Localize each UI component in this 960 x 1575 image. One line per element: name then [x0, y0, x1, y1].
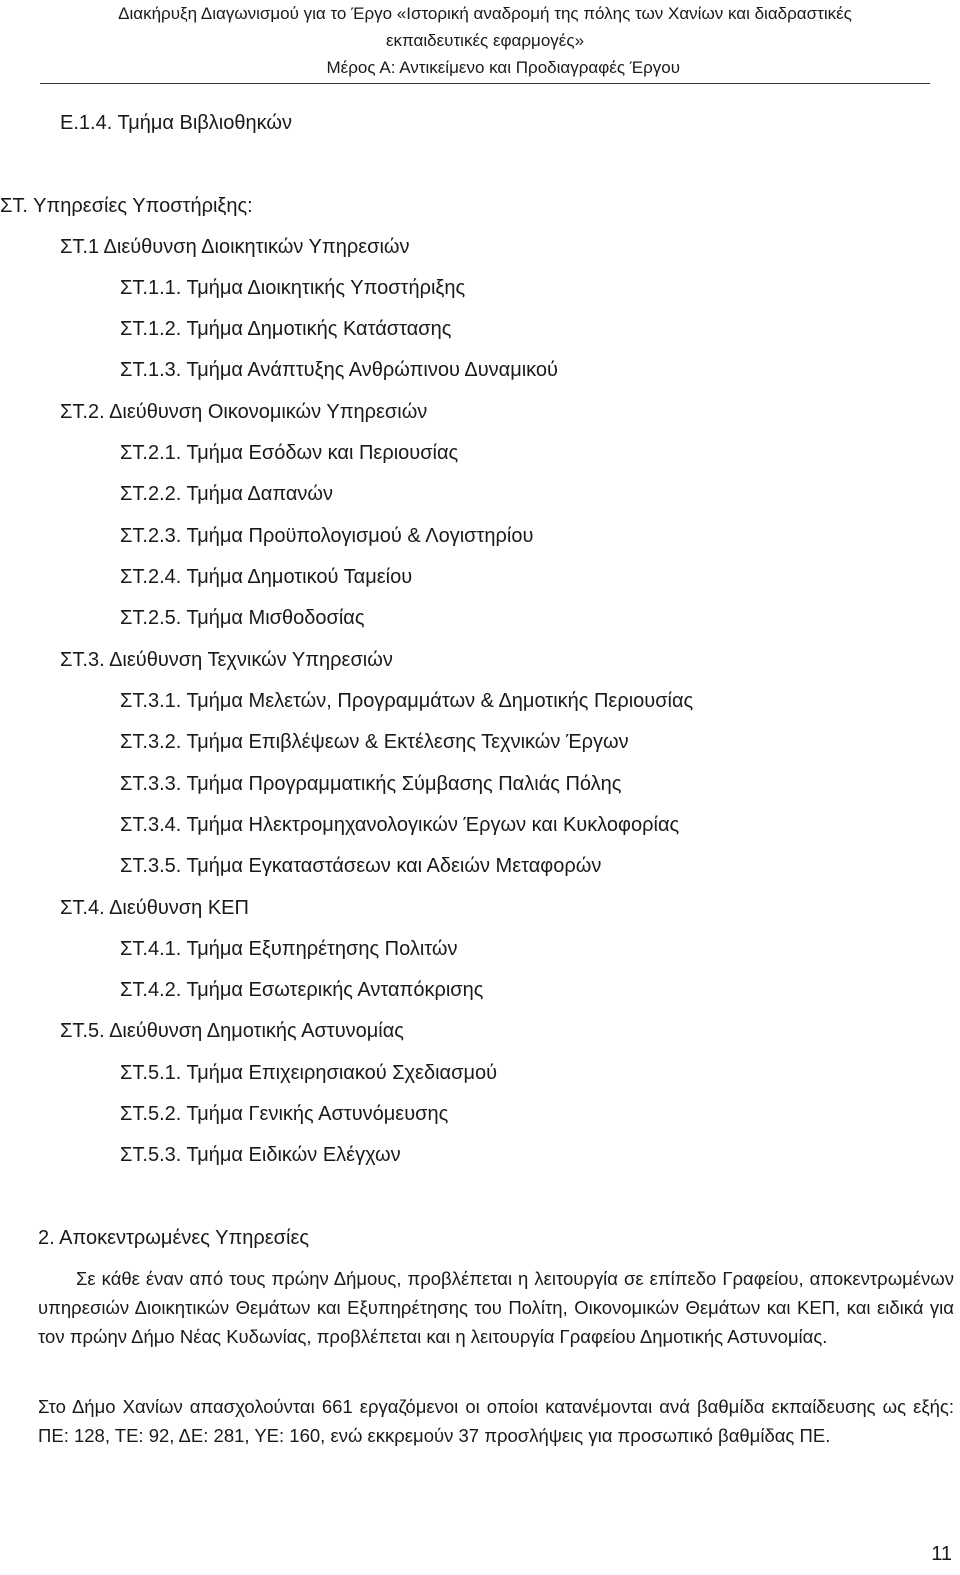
- section-heading: ΣΤ. Υπηρεσίες Υποστήριξης:: [0, 195, 253, 217]
- list-item: ΣΤ.2.5. Τμήμα Μισθοδοσίας: [120, 607, 365, 629]
- list-item: ΣΤ.2.4. Τμήμα Δημοτικού Ταμείου: [120, 566, 413, 588]
- list-item: ΣΤ.4. Διεύθυνση ΚΕΠ: [60, 897, 249, 919]
- list-item: ΣΤ.3.1. Τμήμα Μελετών, Προγραμμάτων & Δημοτικής Περιουσίας: [120, 690, 694, 712]
- list-item: ΣΤ.2.1. Τμήμα Εσόδων και Περιουσίας: [120, 442, 459, 464]
- list-item: ΣΤ.3.5. Τμήμα Εγκαταστάσεων και Αδειών Μεταφορών: [120, 855, 602, 877]
- paragraph: Σε κάθε έναν από τους πρώην Δήμους, προβλέπεται η λειτουργία σε επίπεδο Γραφείου, αποκεντρωμένων υπηρεσιών Διοικητικών Θεμάτων και Εξυπηρέτησης του Πολίτη, Οικονομικών Θεμάτων και ΚΕΠ, και ειδικά για τον πρώην Δήμο Νέας Κυδωνίας, προβλέπεται και η λειτουργία Γραφείου Δημοτικής Αστυνομίας.: [38, 1268, 954, 1347]
- list-item: ΣΤ.1.1. Τμήμα Διοικητικής Υποστήριξης: [120, 277, 466, 299]
- section-heading: 2. Αποκεντρωμένες Υπηρεσίες: [38, 1227, 310, 1249]
- list-item: ΣΤ.1.2. Τμήμα Δημοτικής Κατάστασης: [120, 318, 452, 340]
- list-item: ΣΤ.5. Διεύθυνση Δημοτικής Αστυνομίας: [60, 1020, 404, 1042]
- list-item: ΣΤ.3.3. Τμήμα Προγραμματικής Σύμβασης Παλιάς Πόλης: [120, 773, 622, 795]
- list-item: ΣΤ.3.2. Τμήμα Επιβλέψεων & Εκτέλεσης Τεχνικών Έργων: [120, 731, 629, 753]
- list-item: ΣΤ.2.3. Τμήμα Προϋπολογισμού & Λογιστηρίου: [120, 525, 534, 547]
- header-line-1: Διακήρυξη Διαγωνισμού για το Έργο «Ιστορική αναδρομή της πόλης των Χανίων και διαδραστικές: [118, 4, 852, 23]
- list-item: ΣΤ.5.2. Τμήμα Γενικής Αστυνόμευσης: [120, 1103, 449, 1125]
- page-number: 11: [931, 1543, 952, 1565]
- page-header: [40, 0, 930, 84]
- list-item: ΣΤ.2.2. Τμήμα Δαπανών: [120, 483, 334, 505]
- list-item: ΣΤ.5.3. Τμήμα Ειδικών Ελέγχων: [120, 1144, 401, 1166]
- list-item: ΣΤ.4.1. Τμήμα Εξυπηρέτησης Πολιτών: [120, 938, 458, 960]
- list-item: Ε.1.4. Τμήμα Βιβλιοθηκών: [60, 112, 292, 134]
- list-item: ΣΤ.4.2. Τμήμα Εσωτερικής Ανταπόκρισης: [120, 979, 484, 1001]
- list-item: ΣΤ.3.4. Τμήμα Ηλεκτρομηχανολογικών Έργων και Κυκλοφορίας: [120, 814, 680, 836]
- header-line-3: Μέρος Α: Αντικείμενο και Προδιαγραφές Έργου: [326, 58, 680, 77]
- list-item: ΣΤ.3. Διεύθυνση Τεχνικών Υπηρεσιών: [60, 649, 393, 671]
- list-item: ΣΤ.5.1. Τμήμα Επιχειρησιακού Σχεδιασμού: [120, 1062, 498, 1084]
- list-item: ΣΤ.1.3. Τμήμα Ανάπτυξης Ανθρώπινου Δυναμικού: [120, 359, 558, 381]
- list-item: ΣΤ.2. Διεύθυνση Οικονομικών Υπηρεσιών: [60, 401, 428, 423]
- list-item: ΣΤ.1 Διεύθυνση Διοικητικών Υπηρεσιών: [60, 236, 410, 258]
- paragraph: Στο Δήμο Χανίων απασχολούνται 661 εργαζόμενοι οι οποίοι κατανέμονται ανά βαθμίδα εκπαίδευσης ως εξής: ΠΕ: 128, ΤΕ: 92, ΔΕ: 281, ΥΕ: 160, ενώ εκκρεμούν 37 προσλήψεις για προσωπικό βαθμίδας ΠΕ.: [38, 1396, 954, 1446]
- header-line-2: εκπαιδευτικές εφαρμογές»: [385, 31, 585, 50]
